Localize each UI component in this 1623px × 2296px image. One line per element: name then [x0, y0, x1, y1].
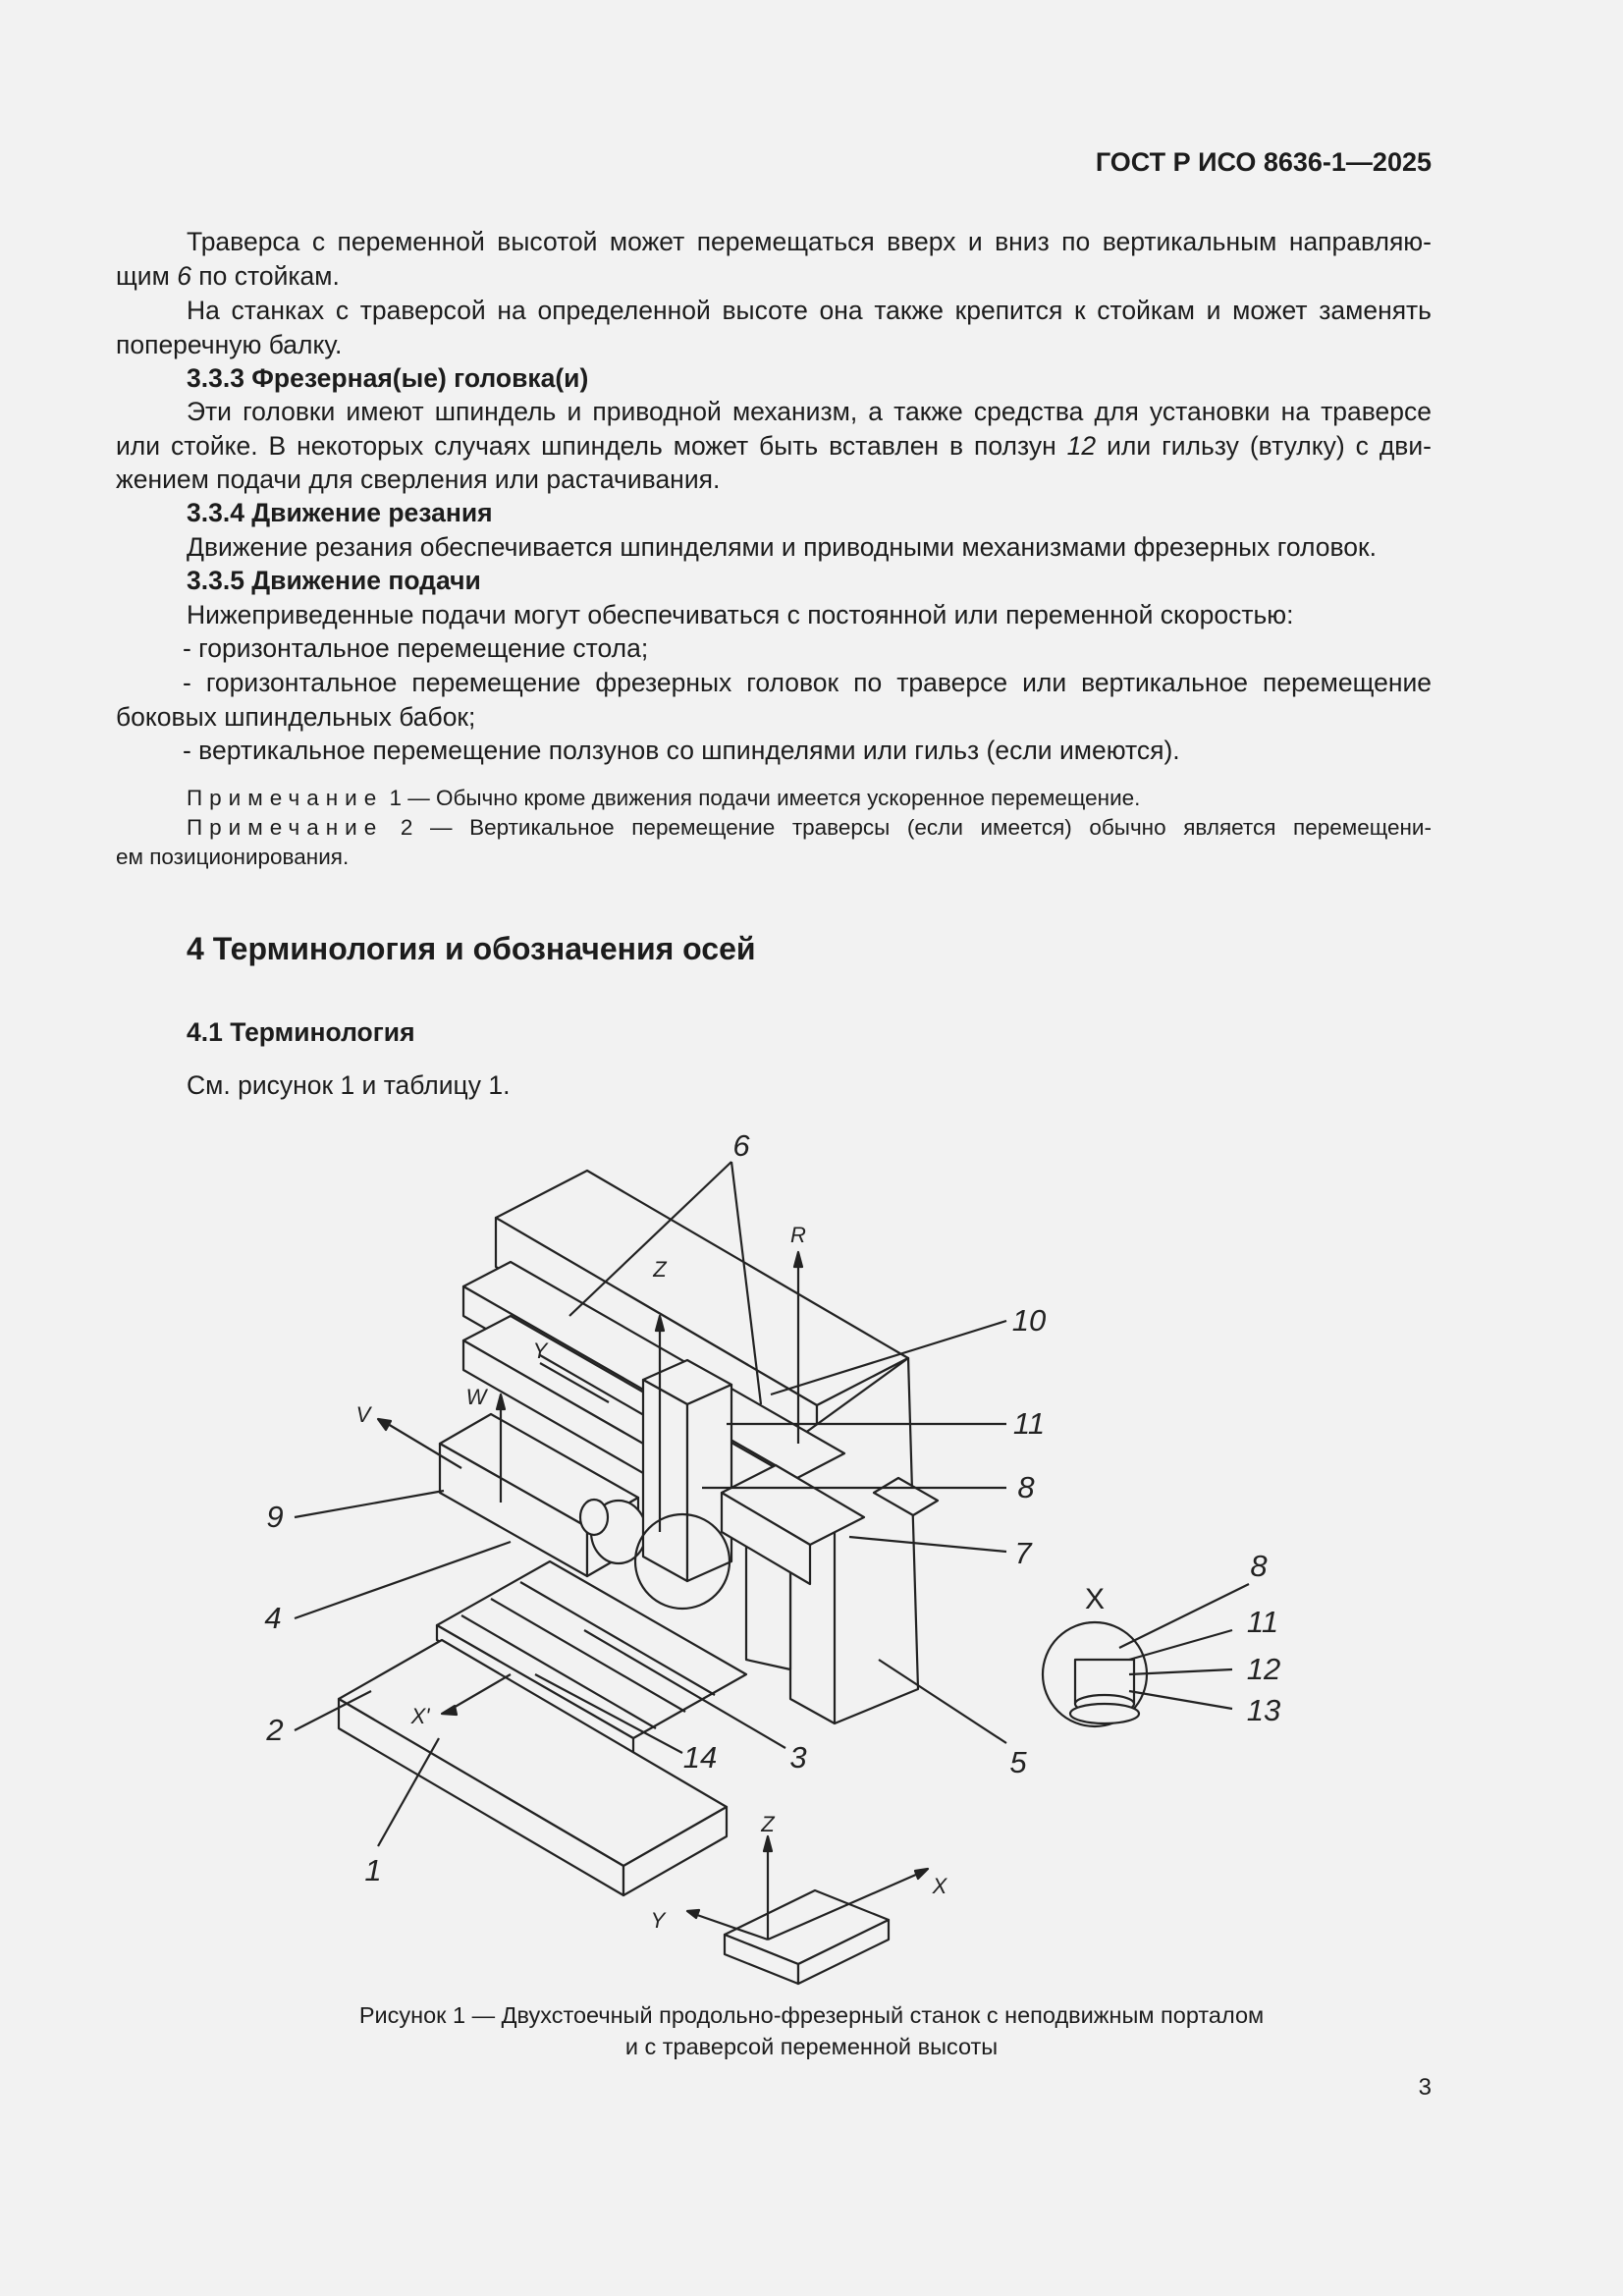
subsection-heading-3-3-5: 3.3.5 Движение подачи: [187, 566, 481, 595]
callout-label: 6: [732, 1128, 750, 1163]
detail-callout: 8: [1250, 1549, 1268, 1583]
text-line: поперечную балку.: [116, 329, 343, 359]
ref-number: 12: [1066, 430, 1097, 461]
note-text: 2 — Вертикальное перемещение траверсы (если имеется) обычно является перемещени-: [383, 815, 1432, 840]
caption-line: Рисунок 1 — Двухстоечный продольно-фрезерный станок с неподвижным порталом: [358, 2002, 1265, 2028]
coord-axis-label: Z: [761, 1812, 775, 1836]
callout-label: 14: [682, 1740, 718, 1775]
axis-label: R: [790, 1223, 806, 1247]
callout-label: 7: [1014, 1536, 1032, 1570]
paragraph-5: Нижеприведенные подачи могут обеспечиваться с постоянной или переменной скоростью:: [187, 600, 1294, 629]
detail-label: X: [1084, 1583, 1106, 1615]
axis-label: W: [465, 1385, 487, 1409]
text-span: или стойке. В некоторых случаях шпиндель может быть вставлен в ползун: [116, 430, 1067, 461]
callout-label: 5: [1009, 1745, 1027, 1779]
figure-reference: См. рисунок 1 и таблицу 1.: [187, 1070, 511, 1100]
ref-number: 6: [177, 260, 191, 291]
callout-label: 10: [1011, 1303, 1047, 1338]
axis-label: Z: [653, 1257, 667, 1282]
callout-label: 11: [1012, 1406, 1046, 1441]
paragraph-4: Движение резания обеспечивается шпинделями и приводными механизмами фрезерных головок.: [187, 532, 1377, 562]
text-line: - горизонтальное перемещение фрезерных головок по траверсе или вертикальное перемещение: [183, 668, 1432, 697]
text-line: боковых шпиндельных бабок;: [116, 701, 476, 732]
subsection-heading-3-3-3: 3.3.3 Фрезерная(ые) головка(и): [187, 363, 589, 393]
detail-callout: 12: [1246, 1652, 1281, 1686]
text-line: Эти головки имеют шпиндель и приводной механизм, а также средства для установки на траверсе: [187, 397, 1432, 426]
subsection-heading-3-3-4: 3.3.4 Движение резания: [187, 498, 493, 527]
callout-label: 8: [1017, 1470, 1035, 1504]
document-header: ГОСТ Р ИСО 8636-1—2025: [1095, 147, 1432, 177]
text-line: ем позиционирования.: [116, 845, 350, 869]
note-text: 1 — Обычно кроме движения подачи имеется ускоренное перемещение.: [383, 786, 1141, 810]
caption-line: и с траверсой переменной высоты: [624, 2034, 999, 2059]
text-line: Траверса с переменной высотой может перемещаться вверх и вниз по вертикальным направляю-: [187, 227, 1432, 256]
axis-label: X': [410, 1704, 430, 1728]
text-span: по стойкам.: [190, 260, 340, 291]
detail-callout: 13: [1246, 1693, 1281, 1727]
callout-label: 9: [266, 1500, 284, 1534]
axis-label: V: [355, 1402, 371, 1427]
list-item: - вертикальное перемещение ползунов со шпинделями или гильз (если имеются).: [183, 736, 1180, 765]
text-line: жением подачи для сверления или растачивания.: [116, 465, 721, 494]
callout-label: 1: [364, 1853, 382, 1887]
page-number: 3: [1418, 2074, 1432, 2101]
text-line: На станках с траверсой на определенной высоте она также крепится к стойкам и может заменять: [187, 296, 1432, 325]
list-item: - горизонтальное перемещение стола;: [183, 633, 649, 663]
figure-caption: [0, 1999, 1623, 2062]
coord-axis-label: X: [932, 1874, 947, 1898]
subsection-heading: 4.1 Терминология: [187, 1017, 415, 1047]
section-heading: 4 Терминология и обозначения осей: [187, 931, 756, 966]
axis-label: Y: [532, 1339, 548, 1363]
callout-label: 3: [789, 1740, 807, 1775]
text-span: щим: [116, 260, 178, 291]
coord-axis-label: Y: [650, 1908, 666, 1933]
note-label: Примечание: [187, 815, 384, 840]
callout-label: 2: [266, 1713, 284, 1747]
callout-label: 4: [264, 1601, 282, 1635]
note-label: Примечание: [187, 786, 384, 810]
detail-callout: 11: [1246, 1605, 1279, 1639]
text-span: или гильзу (втулку) с дви-: [1096, 430, 1432, 461]
